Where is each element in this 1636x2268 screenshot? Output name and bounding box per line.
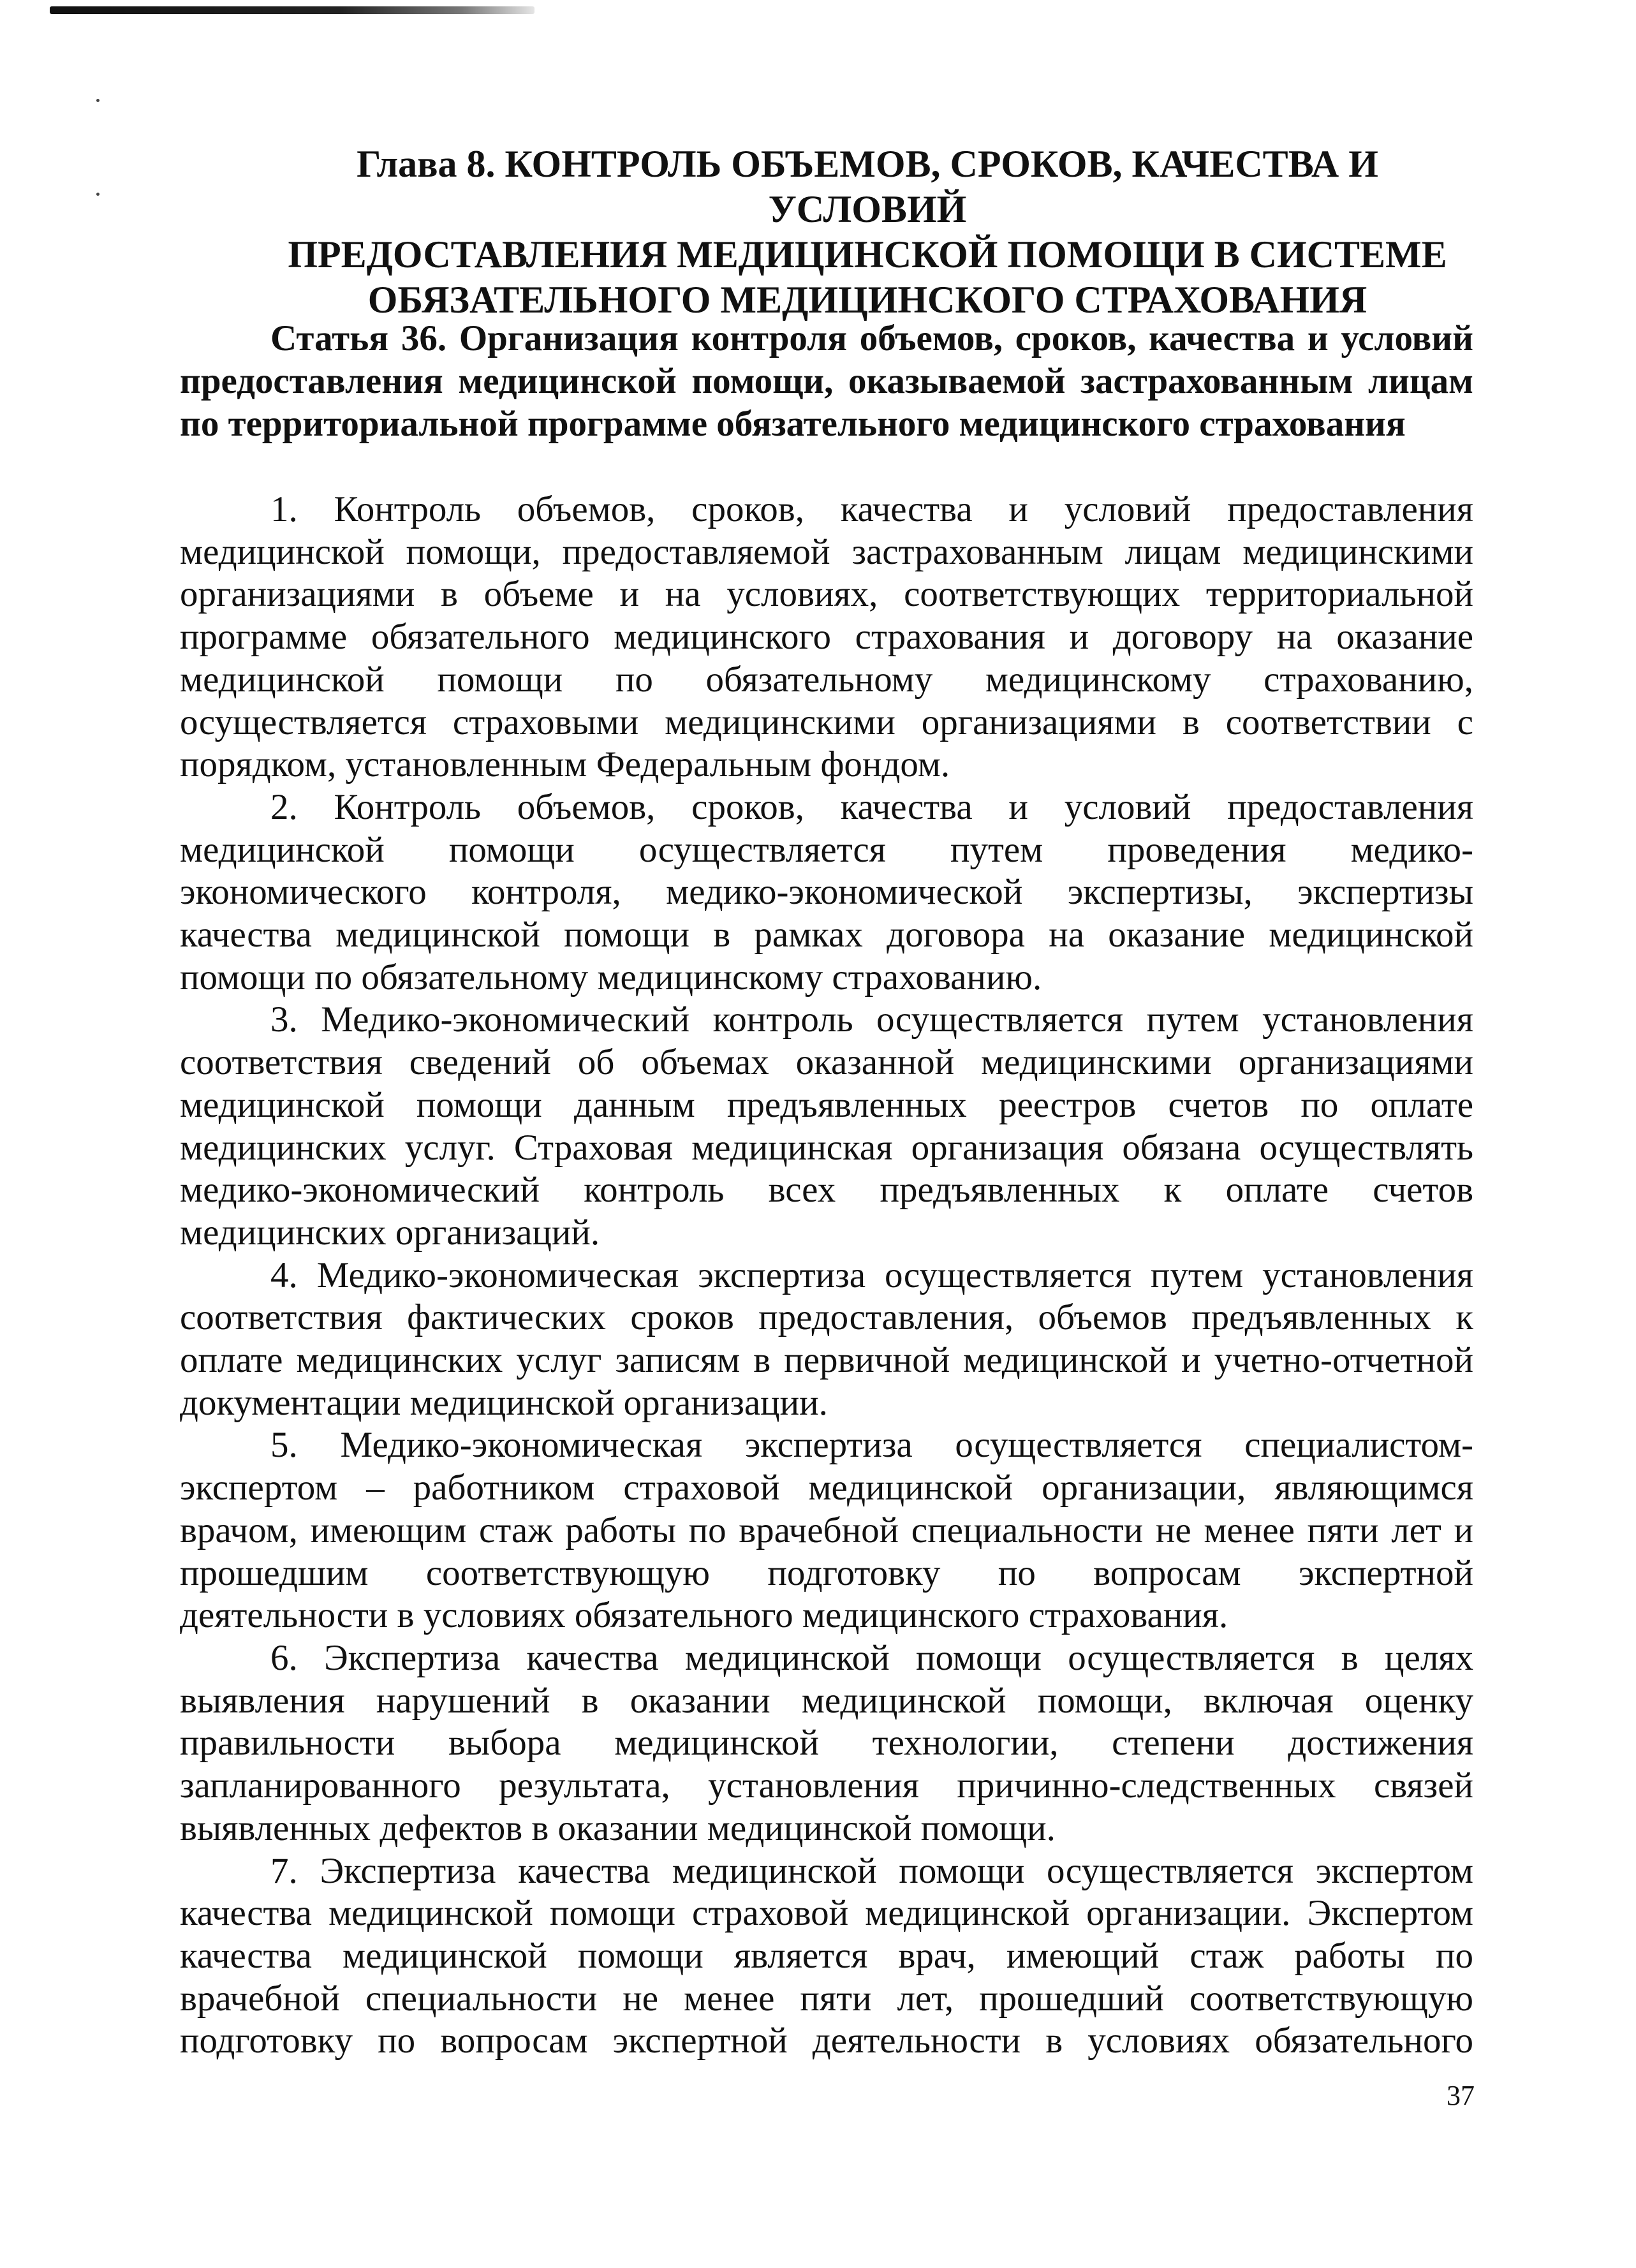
paragraph-line: организациями в объеме и на условиях, соответствующих территориальной (180, 574, 1473, 615)
chapter-title-line: ПРЕДОСТАВЛЕНИЯ МЕДИЦИНСКОЙ ПОМОЩИ В СИСТЕМЕ (288, 233, 1447, 276)
paragraph-line: экспертом – работником страховой медицинской организации, являющимся (180, 1468, 1473, 1508)
paragraph-line: врачебной специальности не менее пяти лет, прошедший соответствующую (180, 1978, 1473, 2019)
paragraph-line: соответствия сведений об объемах оказанной медицинскими организациями (180, 1042, 1473, 1083)
paragraph-line: 7. Экспертиза качества медицинской помощи осуществляется экспертом (270, 1850, 1473, 1891)
paragraph-line: медицинской помощи, предоставляемой застрахованным лицам медицинскими (180, 531, 1473, 572)
paragraph-line: медицинских услуг. Страховая медицинская организация обязана осуществлять (180, 1127, 1473, 1168)
paragraph-line: порядком, установленным Федеральным фондом. (180, 744, 950, 785)
chapter-title-line: ОБЯЗАТЕЛЬНОГО МЕДИЦИНСКОГО СТРАХОВАНИЯ (367, 279, 1367, 321)
paragraph-line: медицинской помощи по обязательному медицинскому страхованию, (180, 659, 1473, 700)
chapter-title-line: Глава 8. КОНТРОЛЬ ОБЪЕМОВ, СРОКОВ, КАЧЕСТВА И УСЛОВИЙ (357, 143, 1378, 230)
paragraph-line: медико-экономический контроль всех предъявленных к оплате счетов (180, 1170, 1473, 1211)
paragraph-4 (180, 1255, 1473, 1425)
paragraph-line: врачом, имеющим стаж работы по врачебной специальности не менее пяти лет и (180, 1510, 1473, 1550)
paragraph-line: соответствия фактических сроков предоставления, объемов предъявленных к (180, 1297, 1473, 1338)
paragraph-line: 1. Контроль объемов, сроков, качества и условий предоставления (270, 489, 1473, 529)
article-title-line: Статья 36. Организация контроля объемов, сроков, качества и условий (270, 318, 1473, 358)
paragraph-line: выявленных дефектов в оказании медицинской помощи. (180, 1808, 1056, 1848)
paragraph-line: прошедшим соответствующую подготовку по вопросам экспертной (180, 1552, 1473, 1593)
paragraph-line: 4. Медико-экономическая экспертиза осуществляется путем установления (270, 1255, 1473, 1295)
page-number: 37 (1447, 2080, 1475, 2111)
article-title (180, 317, 1473, 445)
article-title-line: предоставления медицинской помощи, оказываемой застрахованным лицам (180, 361, 1473, 401)
scan-artifact-dot (96, 193, 99, 196)
paragraph-line: запланированного результата, установления причинно-следственных связей (180, 1765, 1473, 1806)
paragraph-line: экономического контроля, медико-экономической экспертизы, экспертизы (180, 872, 1473, 913)
scan-artifact-dot (96, 99, 99, 102)
paragraph-line: 5. Медико-экономическая экспертиза осуществляется специалистом- (270, 1425, 1473, 1466)
chapter-title (255, 142, 1480, 323)
paragraph-line: 6. Экспертиза качества медицинской помощи осуществляется в целях (270, 1637, 1473, 1678)
paragraph-line: 2. Контроль объемов, сроков, качества и условий предоставления (270, 786, 1473, 827)
paragraph-line: оплате медицинских услуг записям в первичной медицинской и учетно-отчетной (180, 1340, 1473, 1381)
paragraph-6 (180, 1637, 1473, 1850)
article-body (180, 489, 1473, 2063)
paragraph-line: осуществляется страховыми медицинскими организациями в соответствии с (180, 702, 1473, 742)
paragraph-line: программе обязательного медицинского страхования и договору на оказание (180, 617, 1473, 658)
paragraph-line: качества медицинской помощи является врач, имеющий стаж работы по (180, 1935, 1473, 1976)
scan-artifact-line (50, 6, 534, 14)
paragraph-1 (180, 489, 1473, 786)
paragraph-line: качества медицинской помощи в рамках договора на оказание медицинской (180, 915, 1473, 955)
paragraph-line: помощи по обязательному медицинскому страхованию. (180, 957, 1042, 998)
paragraph-line: качества медицинской помощи страховой медицинской организации. Экспертом (180, 1893, 1473, 1934)
paragraph-line: 3. Медико-экономический контроль осуществляется путем установления (270, 999, 1473, 1040)
paragraph-line: медицинских организаций. (180, 1212, 600, 1253)
paragraph-line: документации медицинской организации. (180, 1382, 828, 1423)
paragraph-2 (180, 786, 1473, 999)
paragraph-line: подготовку по вопросам экспертной деятельности в условиях обязательного (180, 2021, 1473, 2061)
paragraph-line: правильности выбора медицинской технологии, степени достижения (180, 1723, 1473, 1764)
paragraph-3 (180, 999, 1473, 1254)
paragraph-line: деятельности в условиях обязательного медицинского страхования. (180, 1595, 1228, 1636)
paragraph-7 (180, 1850, 1473, 2063)
paragraph-line: медицинской помощи осуществляется путем проведения медико- (180, 829, 1473, 870)
paragraph-line: выявления нарушений в оказании медицинской помощи, включая оценку (180, 1680, 1473, 1721)
paragraph-5 (180, 1424, 1473, 1637)
paragraph-line: медицинской помощи данным предъявленных реестров счетов по оплате (180, 1084, 1473, 1125)
article-title-line: по территориальной программе обязательного медицинского страхования (180, 404, 1406, 444)
